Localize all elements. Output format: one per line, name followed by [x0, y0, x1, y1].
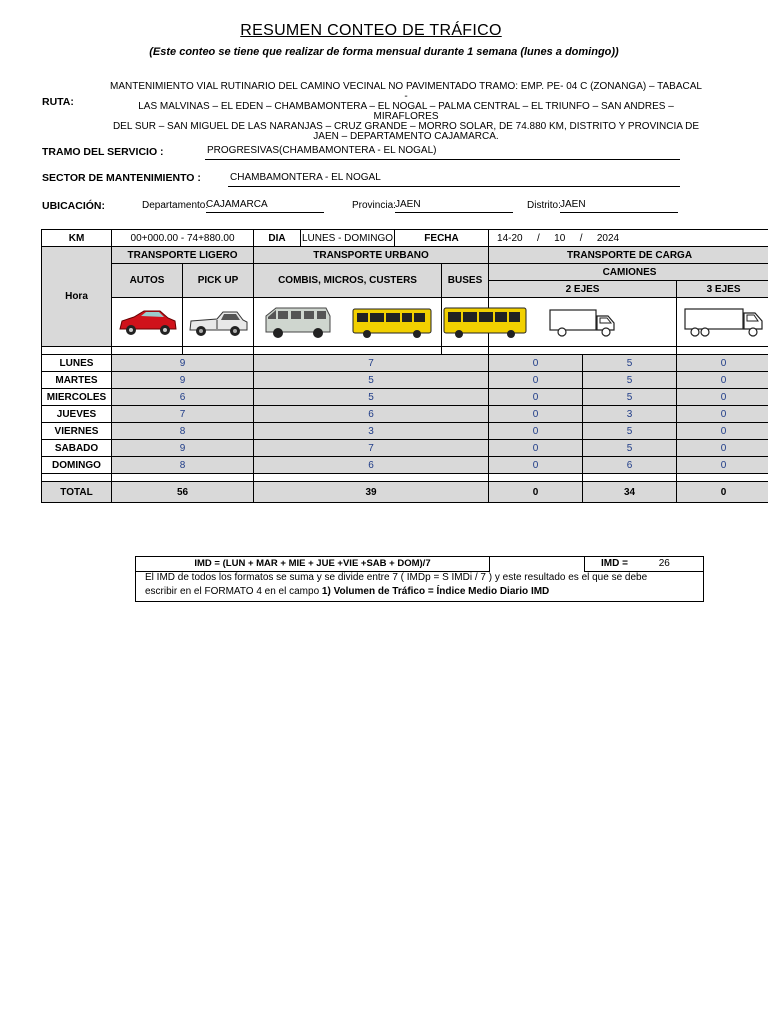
fecha-separator: / [537, 232, 540, 244]
autos-cell: 7 [112, 406, 254, 423]
3-ejes-image-cell [677, 298, 768, 347]
tramo-label: TRAMO DEL SERVICIO : [42, 146, 164, 158]
day-cell: JUEVES [42, 406, 112, 423]
imd-formula: IMD = (LUN + MAR + MIE + JUE +VIE +SAB + DOM)/7 [136, 557, 490, 572]
day-cell: MARTES [42, 372, 112, 389]
ruta-label: RUTA: [42, 96, 74, 108]
group-transporte-ligero: TRANSPORTE LIGERO [112, 247, 254, 264]
group-transporte-carga: TRANSPORTE DE CARGA [489, 247, 768, 264]
autos-image-cell [112, 298, 183, 347]
header-row-km [42, 230, 768, 247]
buses-cell: 0 [489, 355, 583, 372]
imd-box [135, 556, 704, 602]
col-buses: BUSES [442, 264, 489, 298]
fecha-month: 10 [554, 232, 566, 244]
combis-cell: 6 [254, 406, 489, 423]
vehicle-icons-row [42, 298, 768, 347]
col-autos: AUTOS [112, 264, 183, 298]
autos-cell: 8 [112, 457, 254, 474]
day-cell: LUNES [42, 355, 112, 372]
table-row [42, 372, 768, 389]
dia-label: DIA [254, 230, 301, 247]
ubicacion-label: UBICACIÓN: [42, 200, 105, 212]
two-axle-truck-icon [548, 306, 618, 338]
imd-note-line-1: El IMD de todos los formatos se suma y se divide entre 7 ( IMDp = S IMDi / 7 ) y este resultado es el que se debe [145, 572, 648, 583]
tres-ejes-cell: 0 [677, 440, 768, 457]
fecha-value [489, 230, 768, 247]
ruta-line: JAEN – DEPARTAMENTO CAJAMARCA. [313, 131, 499, 142]
autos-cell: 9 [112, 440, 254, 457]
combis-image-cell [254, 298, 442, 347]
dos-ejes-cell: 5 [583, 440, 677, 457]
red-car-icon [116, 303, 178, 341]
tres-ejes-cell: 0 [677, 406, 768, 423]
tres-ejes-cell: 0 [677, 423, 768, 440]
combis-cell: 7 [254, 355, 489, 372]
total-combis: 39 [254, 482, 489, 503]
dos-ejes-cell: 5 [583, 372, 677, 389]
total-autos: 56 [112, 482, 254, 503]
table-row [42, 457, 768, 474]
combis-cell: 5 [254, 372, 489, 389]
header-row-groups [42, 247, 768, 264]
departamento-field: CAJAMARCA [206, 199, 324, 213]
distrito-field: JAEN [560, 199, 678, 213]
dos-ejes-cell: 3 [583, 406, 677, 423]
spacer-row [42, 347, 768, 355]
provincia-label: Provincia: [352, 200, 396, 211]
table-row [42, 423, 768, 440]
total-label: TOTAL [42, 482, 112, 503]
pickup-truck-icon [187, 303, 249, 341]
buses-cell: 0 [489, 406, 583, 423]
total-buses: 0 [489, 482, 583, 503]
dia-value: LUNES - DOMINGO [301, 230, 395, 247]
buses-cell: 0 [489, 389, 583, 406]
km-value: 00+000.00 - 74+880.00 [112, 230, 254, 247]
table-row [42, 355, 768, 372]
imd-result [584, 557, 703, 572]
buses-cell: 0 [489, 457, 583, 474]
departamento-label: Departamento: [142, 200, 209, 211]
col-2-ejes: 2 EJES [489, 281, 677, 298]
col-3-ejes: 3 EJES [677, 281, 768, 298]
van-icon [262, 302, 334, 342]
dos-ejes-cell: 5 [583, 389, 677, 406]
fecha-separator: / [579, 232, 583, 244]
autos-cell: 9 [112, 372, 254, 389]
fecha-label: FECHA [395, 230, 489, 247]
ruta-line: LAS MALVINAS – EL EDEN – CHAMBAMONTERA – EL NOGAL – PALMA CENTRAL – EL TRIUNFO – SAN ANDRES – MIRAFLORES [138, 101, 674, 122]
distrito-label: Distrito: [527, 200, 561, 211]
imd-value: 26 [658, 558, 670, 569]
dos-ejes-cell: 5 [583, 423, 677, 440]
table-row [42, 406, 768, 423]
tres-ejes-cell: 0 [677, 372, 768, 389]
tres-ejes-cell: 0 [677, 457, 768, 474]
spacer-row [42, 474, 768, 482]
group-transporte-urbano: TRANSPORTE URBANO [254, 247, 489, 264]
col-combis: COMBIS, MICROS, CUSTERS [254, 264, 442, 298]
dos-ejes-cell: 6 [583, 457, 677, 474]
buses-cell: 0 [489, 372, 583, 389]
autos-cell: 9 [112, 355, 254, 372]
imd-note-field: 1) Volumen de Tráfico = Índice Medio Diario IMD [321, 586, 550, 597]
imd-note-line-2 [145, 586, 549, 597]
buses-image-cell [442, 298, 489, 347]
page-title: RESUMEN CONTEO DE TRÁFICO [240, 22, 502, 39]
imd-note-text: escribir en el FORMATO 4 en el campo [145, 586, 322, 597]
km-label: KM [42, 230, 112, 247]
traffic-count-table [41, 229, 768, 503]
day-cell: DOMINGO [42, 457, 112, 474]
page-subtitle: (Este conteo se tiene que realizar de forma mensual durante 1 semana (lunes a domingo)) [149, 46, 619, 58]
imd-label: IMD = [601, 558, 628, 569]
day-cell: VIERNES [42, 423, 112, 440]
day-cell: MIERCOLES [42, 389, 112, 406]
total-tres-ejes: 0 [677, 482, 768, 503]
combis-cell: 6 [254, 457, 489, 474]
buses-cell: 0 [489, 423, 583, 440]
dos-ejes-cell: 5 [583, 355, 677, 372]
three-axle-truck-icon [683, 305, 765, 339]
col-camiones: CAMIONES [489, 264, 768, 281]
buses-cell: 0 [489, 440, 583, 457]
col-pickup: PICK UP [183, 264, 254, 298]
header-row-columns [42, 264, 768, 281]
combis-cell: 3 [254, 423, 489, 440]
table-row [42, 440, 768, 457]
sector-label: SECTOR DE MANTENIMIENTO : [42, 172, 201, 184]
tres-ejes-cell: 0 [677, 355, 768, 372]
pickup-image-cell [183, 298, 254, 347]
autos-cell: 6 [112, 389, 254, 406]
hora-header: Hora [42, 247, 112, 347]
tramo-field: PROGRESIVAS(CHAMBAMONTERA - EL NOGAL) [205, 145, 680, 160]
day-cell: SABADO [42, 440, 112, 457]
ruta-line: DEL SUR – SAN MIGUEL DE LAS NARANJAS – CRUZ GRANDE – MORRO SOLAR, DE 74.880 KM, DISTRITO Y PROVINCIA DE [112, 121, 700, 132]
tres-ejes-cell: 0 [677, 389, 768, 406]
total-row [42, 482, 768, 503]
combis-cell: 7 [254, 440, 489, 457]
sector-field: CHAMBAMONTERA - EL NOGAL [228, 172, 680, 187]
ruta-description [110, 82, 702, 142]
fecha-day: 14-20 [497, 232, 523, 244]
ruta-line: MANTENIMIENTO VIAL RUTINARIO DEL CAMINO VECINAL NO PAVIMENTADO TRAMO: EMP. PE- 04 C (ZONANGA) – TABACAL - [110, 81, 702, 102]
autos-cell: 8 [112, 423, 254, 440]
yellow-bus-icon [351, 305, 433, 339]
provincia-field: JAEN [395, 199, 513, 213]
table-row [42, 389, 768, 406]
total-dos-ejes: 34 [583, 482, 677, 503]
combis-cell: 5 [254, 389, 489, 406]
fecha-year: 2024 [596, 232, 620, 244]
